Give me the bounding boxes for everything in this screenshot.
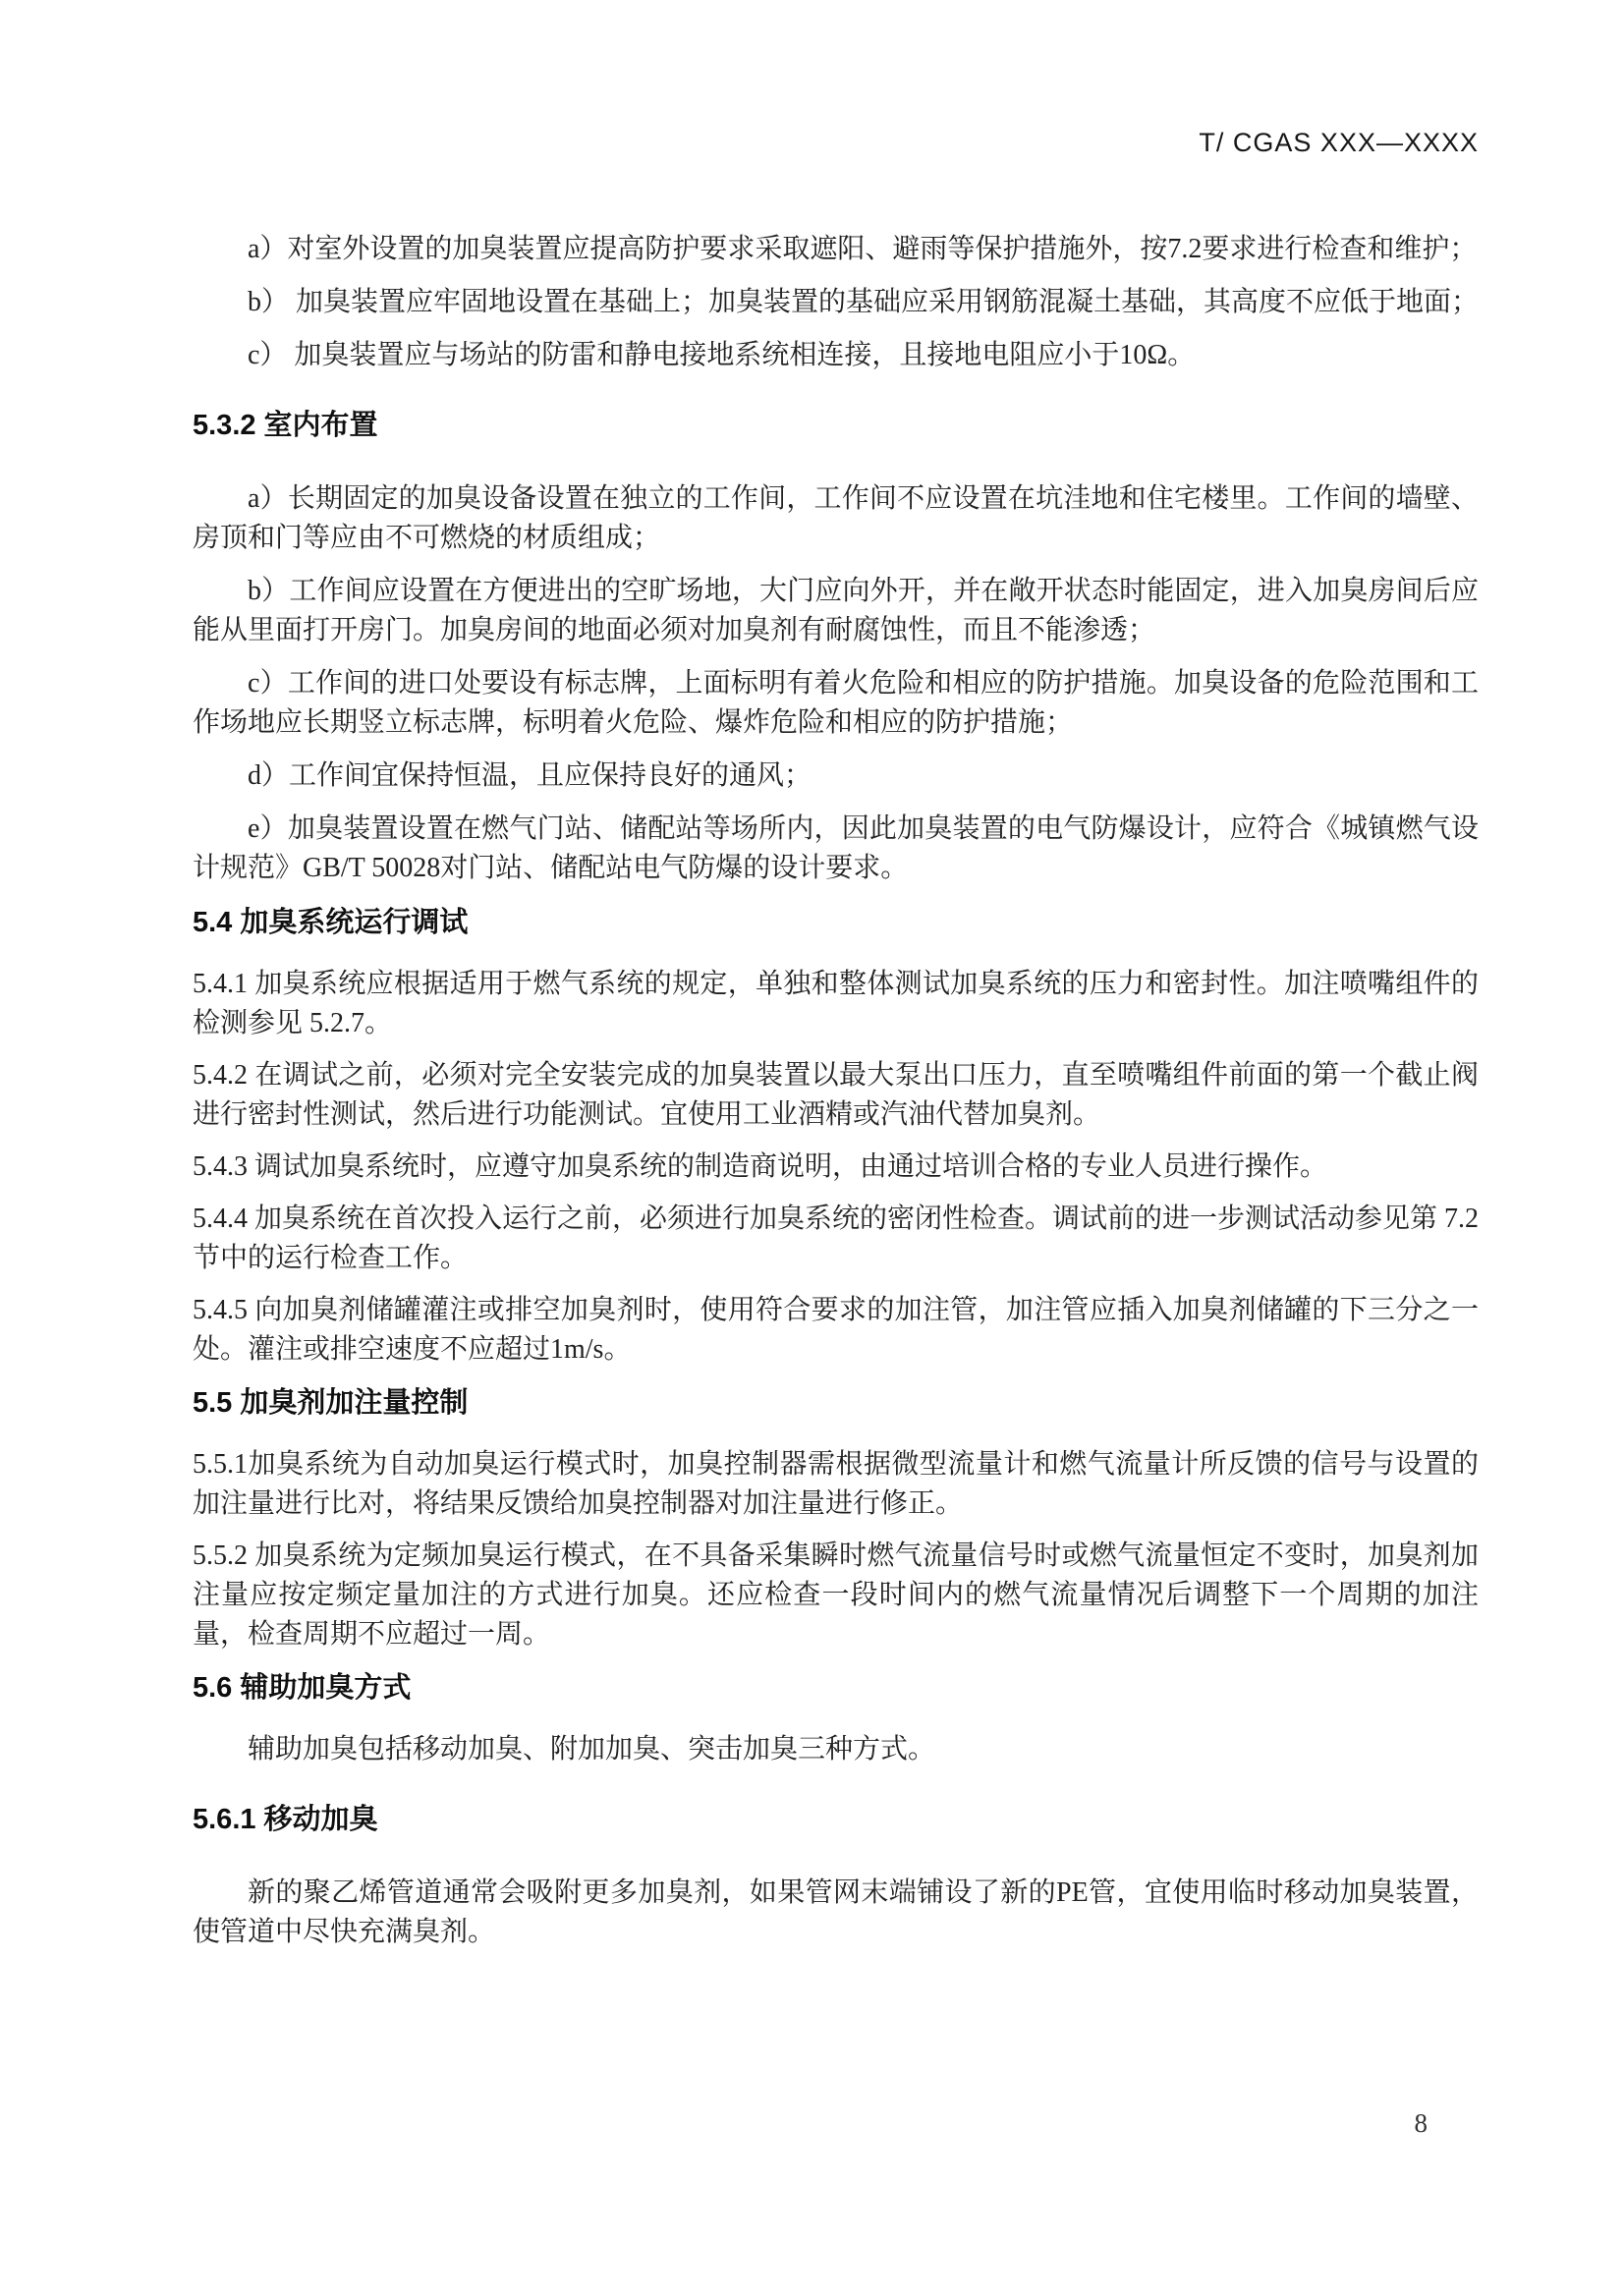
paragraph: 辅助加臭包括移动加臭、附加加臭、突击加臭三种方式。: [248, 1734, 936, 1764]
section-heading: 5.6 辅助加臭方式: [193, 1672, 412, 1704]
standard-code-header: T/ CGAS XXX—XXXX: [1199, 128, 1479, 157]
paragraph: 新的聚乙烯管道通常会吸附更多加臭剂，如果管网末端铺设了新的PE管，宜使用临时移动加臭装置，使管道中尽快充满臭剂。: [193, 1877, 1479, 1947]
numbered-clause: 5.5.1加臭系统为自动加臭运行模式时，加臭控制器需根据微型流量计和燃气流量计所反馈的信号与设置的加注量进行比对，将结果反馈给加臭控制器对加注量进行修正。: [193, 1449, 1479, 1519]
list-item: b）工作间应设置在方便进出的空旷场地，大门应向外开，并在敞开状态时能固定，进入加臭房间后应能从里面打开房门。加臭房间的地面必须对加臭剂有耐腐蚀性，而且不能渗透；: [193, 576, 1479, 645]
list-item: e）加臭装置设置在燃气门站、储配站等场所内，因此加臭装置的电气防爆设计，应符合《城镇燃气设计规范》GB/T 50028对门站、储配站电气防爆的设计要求。: [193, 813, 1479, 883]
list-item: c） 加臭装置应与场站的防雷和静电接地系统相连接，且接地电阻应小于10Ω。: [248, 340, 1196, 370]
numbered-clause: 5.4.4 加臭系统在首次投入运行之前，必须进行加臭系统的密闭性检查。调试前的进一步测试活动参见第 7.2 节中的运行检查工作。: [193, 1204, 1480, 1273]
section-heading: 5.4 加臭系统运行调试: [193, 907, 469, 938]
subsection-heading: 5.3.2 室内布置: [193, 410, 378, 441]
list-item: a）长期固定的加臭设备设置在独立的工作间，工作间不应设置在坑洼地和住宅楼里。工作间的墙壁、房顶和门等应由不可燃烧的材质组成；: [193, 483, 1479, 553]
section-heading: 5.5 加臭剂加注量控制: [193, 1387, 469, 1419]
numbered-clause: 5.4.1 加臭系统应根据适用于燃气系统的规定，单独和整体测试加臭系统的压力和密封性。加注喷嘴组件的检测参见 5.2.7。: [193, 969, 1479, 1038]
document-body: [193, 230, 1479, 1952]
numbered-clause: 5.4.3 调试加臭系统时，应遵守加臭系统的制造商说明，由通过培训合格的专业人员进行操作。: [193, 1151, 1328, 1182]
subsection-heading: 5.6.1 移动加臭: [193, 1804, 378, 1835]
list-item: b） 加臭装置应牢固地设置在基础上；加臭装置的基础应采用钢筋混凝土基础，其高度不应低于地面；: [248, 287, 1480, 317]
list-item: d）工作间宜保持恒温，且应保持良好的通风；: [248, 760, 812, 791]
document-content: [193, 126, 1479, 1966]
numbered-clause: 5.4.2 在调试之前，必须对完全安装完成的加臭装置以最大泵出口压力，直至喷嘴组件前面的第一个截止阀进行密封性测试，然后进行功能测试。宜使用工业酒精或汽油代替加臭剂。: [193, 1060, 1479, 1130]
list-item: a）对室外设置的加臭装置应提高防护要求采取遮阳、避雨等保护措施外，按7.2要求进行检查和维护；: [248, 234, 1478, 264]
list-item: c）工作间的进口处要设有标志牌，上面标明有着火危险和相应的防护措施。加臭设备的危险范围和工作场地应长期竖立标志牌，标明着火危险、爆炸危险和相应的防护措施；: [193, 668, 1479, 738]
numbered-clause: 5.5.2 加臭系统为定频加臭运行模式，在不具备采集瞬时燃气流量信号时或燃气流量恒定不变时，加臭剂加注量应按定频定量加注的方式进行加臭。还应检查一段时间内的燃气流量情况后调整下一个周期的加注量，检查周期不应超过一周。: [193, 1540, 1479, 1650]
numbered-clause: 5.4.5 向加臭剂储罐灌注或排空加臭剂时，使用符合要求的加注管，加注管应插入加臭剂储罐的下三分之一处。灌注或排空速度不应超过1m/s。: [193, 1295, 1479, 1365]
page-number: 8: [1414, 2108, 1428, 2138]
